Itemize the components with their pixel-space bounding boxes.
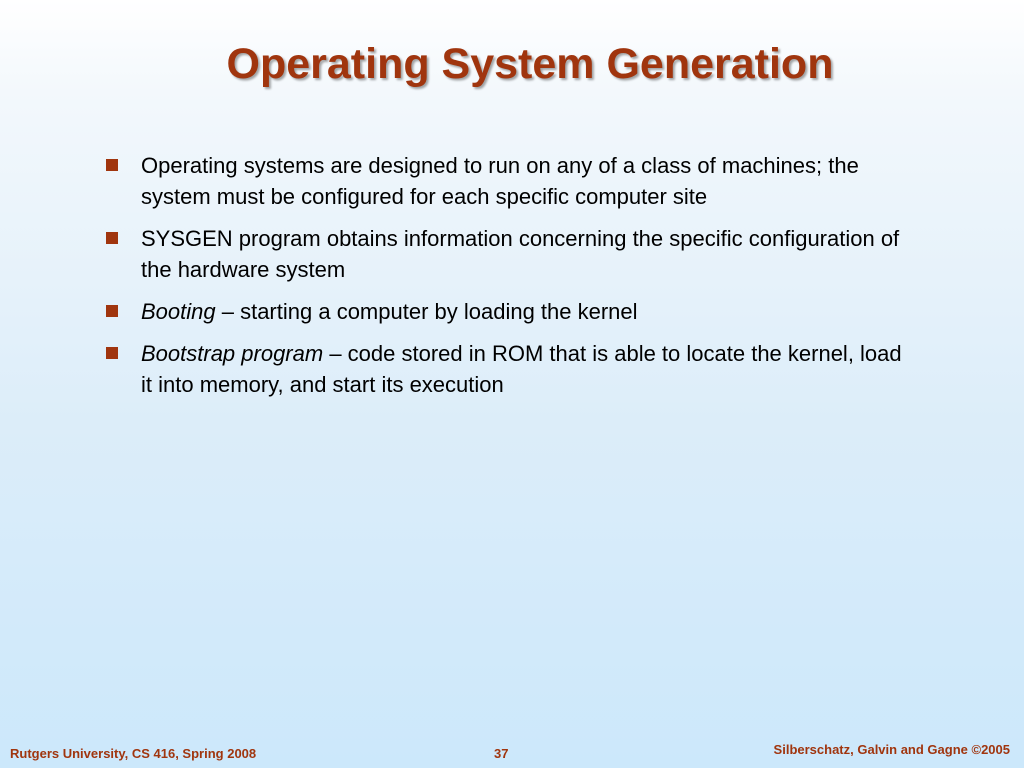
- bullet-item: [104, 296, 904, 327]
- footer-course-info: Rutgers University, CS 416, Spring 2008: [10, 746, 257, 761]
- slide-title: Operating System Generation: [226, 40, 834, 88]
- bullet-item: [104, 223, 904, 285]
- bullet-text: Operating systems are designed to run on any of a class of machines; the system must be configured for each specific computer site: [141, 153, 859, 209]
- bullet-item: [104, 338, 904, 400]
- footer-page-number: 37: [494, 746, 509, 761]
- square-bullet-icon: [106, 347, 118, 359]
- bullet-term: Booting: [141, 299, 216, 324]
- footer-copyright: Silberschatz, Galvin and Gagne ©2005: [773, 742, 1010, 757]
- square-bullet-icon: [106, 305, 118, 317]
- square-bullet-icon: [106, 232, 118, 244]
- bullet-text: SYSGEN program obtains information concerning the specific configuration of the hardware system: [141, 226, 900, 282]
- bullet-term: Bootstrap program: [141, 341, 324, 366]
- bullet-text: – code stored in ROM that is able to locate the kernel, load it into memory, and start its execution: [141, 341, 902, 397]
- bullet-text: – starting a computer by loading the kernel: [215, 299, 638, 324]
- square-bullet-icon: [106, 159, 118, 171]
- bullet-item: [104, 150, 904, 212]
- bullet-list: [104, 150, 904, 411]
